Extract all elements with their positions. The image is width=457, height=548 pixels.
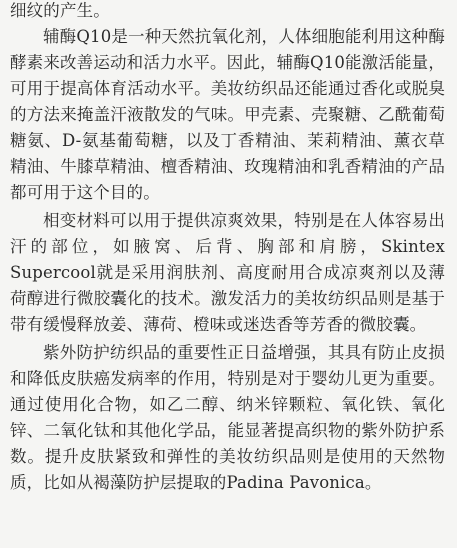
paragraph-uv-protection: 紫外防护纺织品的重要性正日益增强，其具有防止皮损和降低皮肤癌发病率的作用，特别是对于婴幼儿更为重要。通过使用化合物，如乙二醇、纳米锌颗粒、氧化铁、氧化锌、二氧化钛和其他化学品，能显著提高织物的紫外防护系数。提升皮肤紧致和弹性的美妆纺织品则是使用的天然物质，比如从褐藻防护层提取的Padina Pavonica。 [10,343,445,492]
paragraph-continuation: 细纹的产生。 [10,1,110,20]
paragraph-coenzyme-q10: 辅酶Q10是一种天然抗氧化剂，人体细胞能利用这种酶酵素来改善运动和活力水平。因此，辅酶Q10能激活能量，可用于提高体育活动水平。美妆纺织品还能通过香化或脱臭的方法来掩盖汗液散发的气味。甲壳素、壳聚糖、乙酰葡萄糖氨、D-氨基葡萄糖，以及丁香精油、茉莉精油、薰衣草精油、牛膝草精油、檀香精油、玫瑰精油和乳香精油的产品都可用于这个目的。 [10,27,445,202]
paragraph-phase-change-materials: 相变材料可以用于提供凉爽效果，特别是在人体容易出汗的部位，如腋窝、后背、胸部和肩膀，Skintex Supercool就是采用润肤剂、高度耐用合成凉爽剂以及薄荷醇进行微胶囊化的技术。激发活力的美妆纺织品则是基于带有缓慢释放姜、薄荷、橙味或迷迭香等芳香的微胶囊。 [10,211,445,334]
